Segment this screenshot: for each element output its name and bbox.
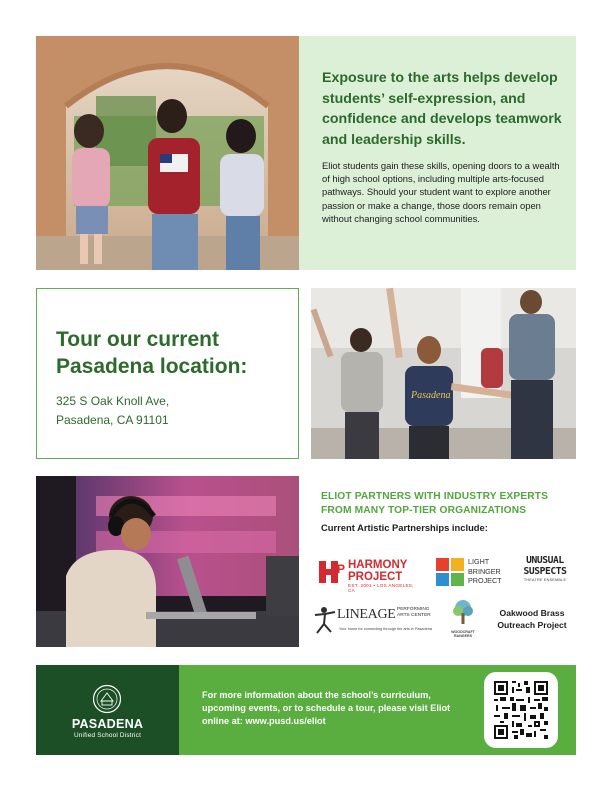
footer-info [202, 689, 472, 729]
tour-box [36, 288, 299, 459]
lineage-perf-line-2: ARTS CENTER [397, 612, 431, 618]
oakwood-line-1: Oakwood Brass [499, 608, 565, 618]
pusd-seal-icon [92, 684, 122, 714]
district-name: PASADENA [71, 717, 144, 731]
woodcraft-rangers-logo [446, 599, 480, 639]
harmony-project-logo [318, 556, 420, 592]
unusual-tagline: THEATRE ENSEMBLE [523, 578, 567, 582]
intro-body: Eliot students gain these skills, opening doors to a wealth of high school options, including multiple arts-focused pathways. Should your student want to explore another passion or make a change, those doors remain open without changing school communities. [322, 160, 560, 224]
partners-subheading: Current Artistic Partnerships include: [321, 522, 488, 533]
partners-heading: ELIOT PARTNERS WITH INDUSTRY EXPERTS FROM MANY TOP-TIER ORGANIZATIONS [321, 491, 549, 516]
unusual-suspects-logo [519, 556, 571, 592]
woodcraft-line-2: RANGERS [454, 634, 472, 639]
oakwood-brass-text [491, 607, 573, 631]
tree-icon [449, 599, 477, 625]
unusual-name-line-1: UNUSUAL [526, 555, 564, 566]
qr-code-container[interactable] [484, 672, 558, 748]
students-walking-photo [36, 36, 299, 270]
qr-code-icon [494, 681, 548, 739]
student-laptop-photo [36, 476, 299, 647]
woodcraft-line-1: WOODCRAFT [451, 630, 475, 634]
intro-headline: Exposure to the arts helps develop students’ self-expression, and confidence and develops teamwork and leadership skills. [322, 70, 562, 148]
light-bringer-line-3: PROJECT [468, 576, 502, 586]
light-bringer-line-1: LIGHT [468, 557, 490, 566]
light-bringer-text [468, 557, 502, 586]
harmony-h-icon [318, 560, 344, 584]
tour-address [56, 392, 298, 430]
dance-class-photo [311, 288, 576, 459]
oakwood-line-2: Outreach Project [497, 620, 567, 630]
dancer-figure-icon [313, 605, 337, 635]
harmony-tagline: EST. 2001 • LOS ANGELES, CA [348, 583, 414, 593]
district-subtitle: Unified School District [73, 732, 142, 739]
light-bringer-line-2: BRINGER [468, 566, 501, 576]
svg-text:P: P [337, 562, 346, 576]
district-brand-block [36, 665, 179, 755]
footer-info-text: For more information about the school’s curriculum, upcoming events, or to schedule a tour, please visit Eliot online at: [202, 690, 451, 727]
lineage-perf-line-1: PERFORMING [397, 607, 430, 612]
light-bringer-squares-icon [436, 558, 464, 586]
intro-panel [299, 36, 576, 270]
svg-text:Pasadena: Pasadena [411, 390, 451, 401]
lineage-name: LINEAGE [337, 607, 396, 622]
unusual-name-line-2: SUSPECTS [523, 565, 567, 577]
footer-banner [36, 665, 576, 755]
lineage-tagline: Your home for connecting through the arts in Pasadena [339, 627, 432, 631]
tour-title: Tour our current Pasadena location: [56, 328, 248, 378]
lineage-performing [397, 607, 431, 618]
address-line-1: 325 S Oak Knoll Ave, [56, 394, 170, 408]
eliot-website-link[interactable]: www.pusd.us/eliot [245, 716, 326, 727]
harmony-name: HARMONY PROJECT [348, 559, 408, 583]
light-bringer-logo [436, 556, 512, 590]
lineage-logo [313, 603, 433, 637]
address-line-2: Pasadena, CA 91101 [56, 413, 169, 427]
